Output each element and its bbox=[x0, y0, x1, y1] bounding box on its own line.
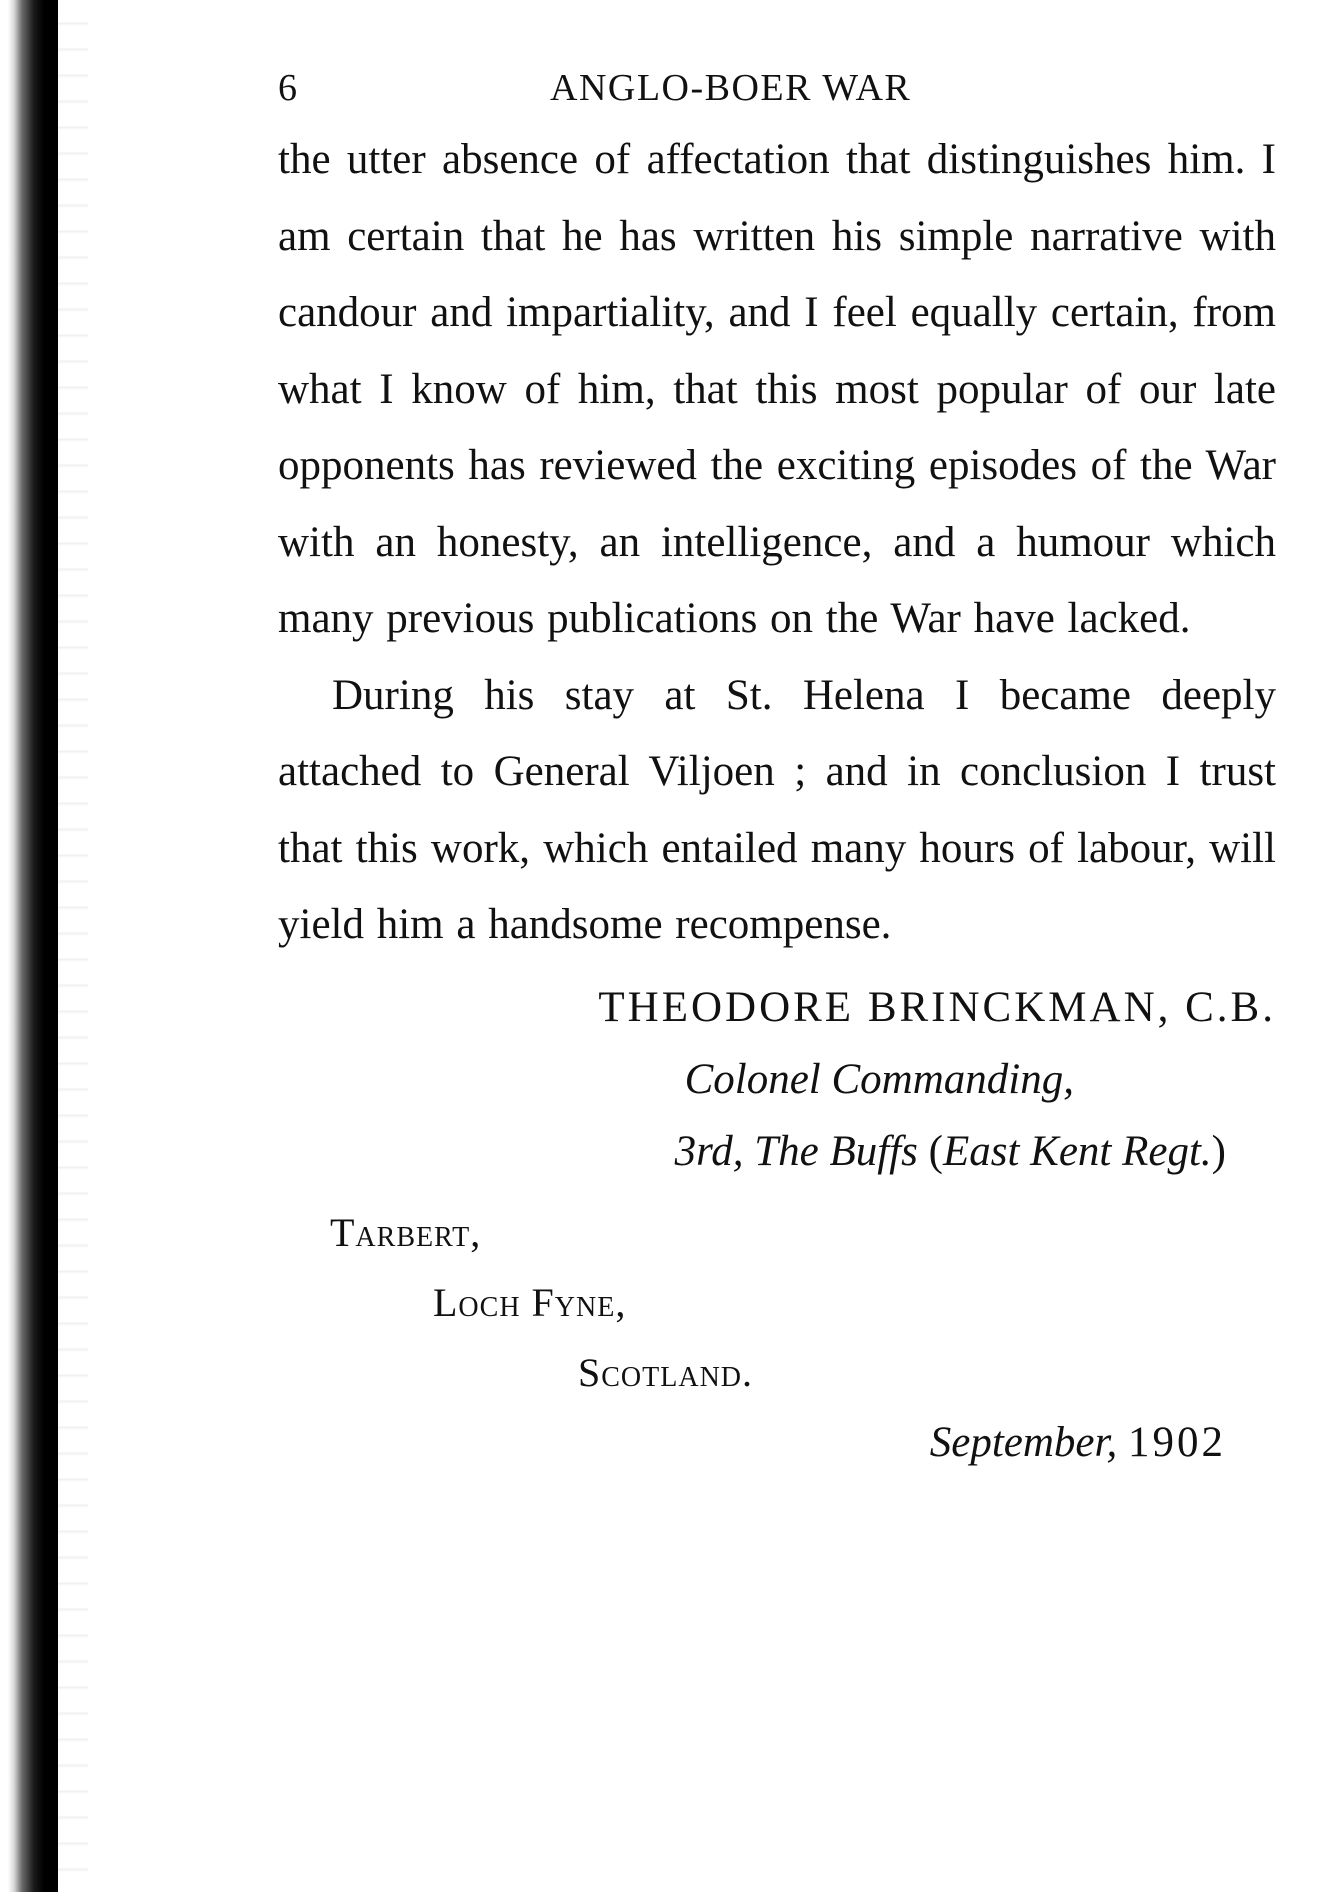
page-number: 6 bbox=[278, 67, 298, 109]
address-block bbox=[278, 1198, 1276, 1408]
address-line-1: Tarbert, bbox=[330, 1209, 482, 1255]
signature-block bbox=[278, 972, 1276, 1188]
regiment-detail: East Kent Regt. bbox=[942, 1127, 1212, 1175]
regiment-name: 3rd, The Buffs bbox=[674, 1127, 918, 1175]
running-title: ANGLO-BOER WAR bbox=[550, 67, 912, 109]
book-page bbox=[278, 66, 1276, 1478]
book-binding-edge bbox=[0, 0, 58, 1892]
address-line-2: Loch Fyne, bbox=[433, 1279, 627, 1325]
address-line-3: Scotland. bbox=[578, 1349, 754, 1395]
signatory-rank: Colonel Commanding, bbox=[684, 1055, 1074, 1103]
running-header bbox=[278, 66, 1276, 122]
body-paragraph-2: During his stay at St. Helena I became deeply attached to General Viljoen ; and in conclusion I trust that this work, which entailed many hours of labour, will yield him a handsome recompense. bbox=[278, 671, 1276, 948]
signatory-regiment: 3rd, The Buffs (East Kent Regt.) bbox=[674, 1127, 1226, 1175]
body-paragraph-1: the utter absence of affectation that distinguishes him. I am certain that he has written his simple narrative with candour and impartiality, and I feel equally certain, from what I know of him, that this most popular of our late opponents has reviewed the exciting episodes of the War with an honesty, an intelligence, and a humour which many previous publications on the War have lacked. bbox=[278, 136, 1276, 642]
binding-shadow bbox=[58, 0, 88, 1892]
signatory-name: THEODORE BRINCKMAN, C.B. bbox=[598, 983, 1276, 1031]
date-line bbox=[278, 1408, 1276, 1478]
date-year: 1902 bbox=[1128, 1418, 1226, 1466]
date-month: September, bbox=[929, 1418, 1118, 1466]
